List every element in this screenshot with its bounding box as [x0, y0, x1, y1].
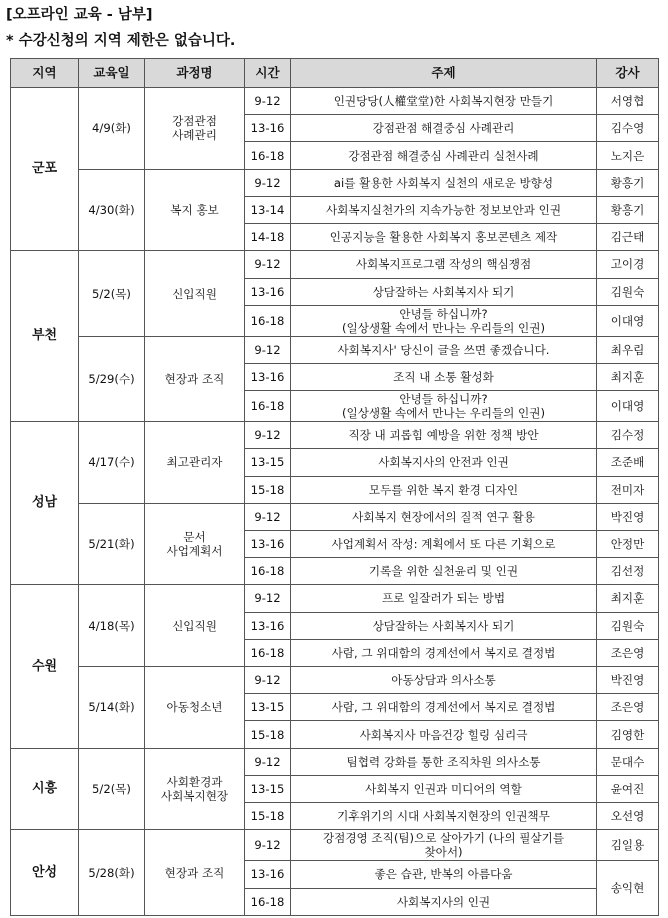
topic-cell: 사회복지 현장에서의 질적 연구 활용 — [291, 503, 597, 530]
topic-cell: 인권당당(人權堂堂)한 사회복지현장 만들기 — [291, 88, 597, 115]
time-cell: 13-16 — [245, 278, 291, 305]
time-cell: 14-18 — [245, 224, 291, 251]
instructor-cell: 김선정 — [597, 558, 659, 585]
topic-cell: 안녕들 하십니까? (일상생활 속에서 만나는 우리들의 인권) — [291, 391, 597, 422]
time-cell: 16-18 — [245, 888, 291, 916]
course-cell: 최고관리자 — [145, 422, 245, 504]
time-cell: 16-18 — [245, 142, 291, 169]
instructor-cell: 김일용 — [597, 830, 659, 861]
instructor-cell: 김영한 — [597, 721, 659, 748]
course-cell: 신입직원 — [145, 585, 245, 667]
topic-cell: 모두를 위한 복지 환경 디자인 — [291, 476, 597, 503]
time-cell: 9-12 — [245, 336, 291, 363]
topic-cell: 사회복지사의 인권 — [291, 888, 597, 916]
time-cell: 13-15 — [245, 775, 291, 802]
topic-cell: 팀협력 강화를 통한 조직차원 의사소통 — [291, 748, 597, 775]
instructor-cell: 윤여진 — [597, 775, 659, 802]
date-cell: 5/29(수) — [79, 336, 145, 421]
page-title: [오프라인 교육 - 남부] — [6, 7, 153, 23]
topic-cell: 안녕들 하십니까? (일상생활 속에서 만나는 우리들의 인권) — [291, 305, 597, 336]
topic-cell: 강점경영 조직(팀)으로 살아가기 (나의 필살기를 찾아서) — [291, 830, 597, 861]
date-cell: 4/18(목) — [79, 585, 145, 667]
time-cell: 13-15 — [245, 449, 291, 476]
topic-cell: 사회복지실천가의 지속가능한 정보보안과 인권 — [291, 196, 597, 223]
table-row — [11, 251, 659, 278]
instructor-cell: 노지은 — [597, 142, 659, 169]
region-cell: 성남 — [11, 422, 79, 585]
time-cell: 13-16 — [245, 861, 291, 888]
instructor-cell: 전미자 — [597, 476, 659, 503]
course-cell: 복지 홍보 — [145, 169, 245, 251]
date-cell: 5/21(화) — [79, 503, 145, 585]
region-cell: 시흥 — [11, 748, 79, 830]
schedule-table — [10, 58, 659, 916]
topic-cell: 인공지능을 활용한 사회복지 홍보콘텐츠 제작 — [291, 224, 597, 251]
table-row — [11, 830, 659, 861]
topic-cell: 사람, 그 위대함의 경계선에서 복지로 결정법 — [291, 639, 597, 666]
table-row — [11, 667, 659, 694]
topic-cell: 상담잘하는 사회복지사 되기 — [291, 612, 597, 639]
time-cell: 13-16 — [245, 363, 291, 390]
instructor-cell: 조은영 — [597, 694, 659, 721]
time-cell: 9-12 — [245, 169, 291, 196]
topic-cell: 강점관점 해결중심 사례관리 — [291, 115, 597, 142]
table-row — [11, 169, 659, 196]
time-cell: 9-12 — [245, 251, 291, 278]
course-cell: 신입직원 — [145, 251, 245, 336]
time-cell: 9-12 — [245, 585, 291, 612]
date-cell: 5/28(화) — [79, 830, 145, 916]
instructor-cell: 서영협 — [597, 88, 659, 115]
date-cell: 5/14(화) — [79, 667, 145, 749]
time-cell: 16-18 — [245, 305, 291, 336]
region-cell: 부천 — [11, 251, 79, 422]
time-cell: 15-18 — [245, 476, 291, 503]
course-cell: 사회환경과 사회복지현장 — [145, 748, 245, 830]
date-cell: 4/17(수) — [79, 422, 145, 504]
date-cell: 5/2(목) — [79, 251, 145, 336]
instructor-cell: 최우림 — [597, 336, 659, 363]
header-instructor: 강사 — [597, 59, 659, 88]
instructor-cell: 송익현 — [597, 861, 659, 916]
time-cell: 9-12 — [245, 830, 291, 861]
instructor-cell: 김원숙 — [597, 612, 659, 639]
instructor-cell: 박진영 — [597, 503, 659, 530]
instructor-cell: 김원숙 — [597, 278, 659, 305]
instructor-cell: 이대영 — [597, 305, 659, 336]
topic-cell: 아동상담과 의사소통 — [291, 667, 597, 694]
header-region: 지역 — [11, 59, 79, 88]
topic-cell: 좋은 습관, 반복의 아름다움 — [291, 861, 597, 888]
time-cell: 13-16 — [245, 530, 291, 557]
region-cell: 안성 — [11, 830, 79, 916]
schedule-body — [11, 88, 659, 916]
topic-cell: 사회복지사의 안전과 인권 — [291, 449, 597, 476]
header-date: 교육일 — [79, 59, 145, 88]
time-cell: 13-16 — [245, 115, 291, 142]
topic-cell: 사회복지사' 당신이 글을 쓰면 좋겠습니다. — [291, 336, 597, 363]
table-row — [11, 503, 659, 530]
time-cell: 16-18 — [245, 391, 291, 422]
instructor-cell: 오선영 — [597, 803, 659, 830]
region-cell: 수원 — [11, 585, 79, 748]
instructor-cell: 황흥기 — [597, 196, 659, 223]
time-cell: 9-12 — [245, 422, 291, 449]
instructor-cell: 김근태 — [597, 224, 659, 251]
instructor-cell: 조준배 — [597, 449, 659, 476]
time-cell: 9-12 — [245, 748, 291, 775]
table-row — [11, 748, 659, 775]
course-cell: 현장과 조직 — [145, 830, 245, 916]
date-cell: 4/9(화) — [79, 88, 145, 170]
header-course: 과정명 — [145, 59, 245, 88]
instructor-cell: 최지훈 — [597, 585, 659, 612]
topic-cell: 사회복지프로그램 작성의 핵심쟁점 — [291, 251, 597, 278]
course-cell: 현장과 조직 — [145, 336, 245, 421]
table-header-row — [11, 59, 659, 88]
table-row — [11, 422, 659, 449]
date-cell: 4/30(화) — [79, 169, 145, 251]
topic-cell: 사람, 그 위대함의 경계선에서 복지로 결정법 — [291, 694, 597, 721]
date-cell: 5/2(목) — [79, 748, 145, 830]
header-topic: 주제 — [291, 59, 597, 88]
topic-cell: 상담잘하는 사회복지사 되기 — [291, 278, 597, 305]
course-cell: 강점관점 사례관리 — [145, 88, 245, 170]
topic-cell: 직장 내 괴롭힘 예방을 위한 정책 방안 — [291, 422, 597, 449]
topic-cell: 조직 내 소통 활성화 — [291, 363, 597, 390]
time-cell: 16-18 — [245, 558, 291, 585]
time-cell: 9-12 — [245, 667, 291, 694]
topic-cell: 기록을 위한 실천윤리 및 인권 — [291, 558, 597, 585]
course-cell: 아동청소년 — [145, 667, 245, 749]
time-cell: 15-18 — [245, 721, 291, 748]
course-cell: 문서 사업계획서 — [145, 503, 245, 585]
instructor-cell: 박진영 — [597, 667, 659, 694]
time-cell: 9-12 — [245, 503, 291, 530]
time-cell: 13-14 — [245, 196, 291, 223]
instructor-cell: 안정만 — [597, 530, 659, 557]
topic-cell: 프로 일잘러가 되는 방법 — [291, 585, 597, 612]
topic-cell: 사업계획서 작성: 계획에서 또 다른 기획으로 — [291, 530, 597, 557]
table-row — [11, 585, 659, 612]
header-time: 시간 — [245, 59, 291, 88]
time-cell: 15-18 — [245, 803, 291, 830]
instructor-cell: 최지훈 — [597, 363, 659, 390]
table-row — [11, 88, 659, 115]
instructor-cell: 김수정 — [597, 422, 659, 449]
registration-note: * 수강신청의 지역 제한은 없습니다. — [6, 33, 236, 49]
topic-cell: 사회복지사 마음건강 힐링 심리극 — [291, 721, 597, 748]
topic-cell: 강점관점 해결중심 사례관리 실천사례 — [291, 142, 597, 169]
topic-cell: 사회복지 인권과 미디어의 역할 — [291, 775, 597, 802]
time-cell: 13-15 — [245, 694, 291, 721]
topic-cell: 기후위기의 시대 사회복지현장의 인권책무 — [291, 803, 597, 830]
time-cell: 13-16 — [245, 612, 291, 639]
instructor-cell: 김수영 — [597, 115, 659, 142]
topic-cell: ai를 활용한 사회복지 실천의 새로운 방향성 — [291, 169, 597, 196]
time-cell: 9-12 — [245, 88, 291, 115]
instructor-cell: 문대수 — [597, 748, 659, 775]
table-row — [11, 336, 659, 363]
instructor-cell: 고이경 — [597, 251, 659, 278]
instructor-cell: 이대영 — [597, 391, 659, 422]
time-cell: 16-18 — [245, 639, 291, 666]
region-cell: 군포 — [11, 88, 79, 251]
instructor-cell: 황흥기 — [597, 169, 659, 196]
instructor-cell: 조은영 — [597, 639, 659, 666]
